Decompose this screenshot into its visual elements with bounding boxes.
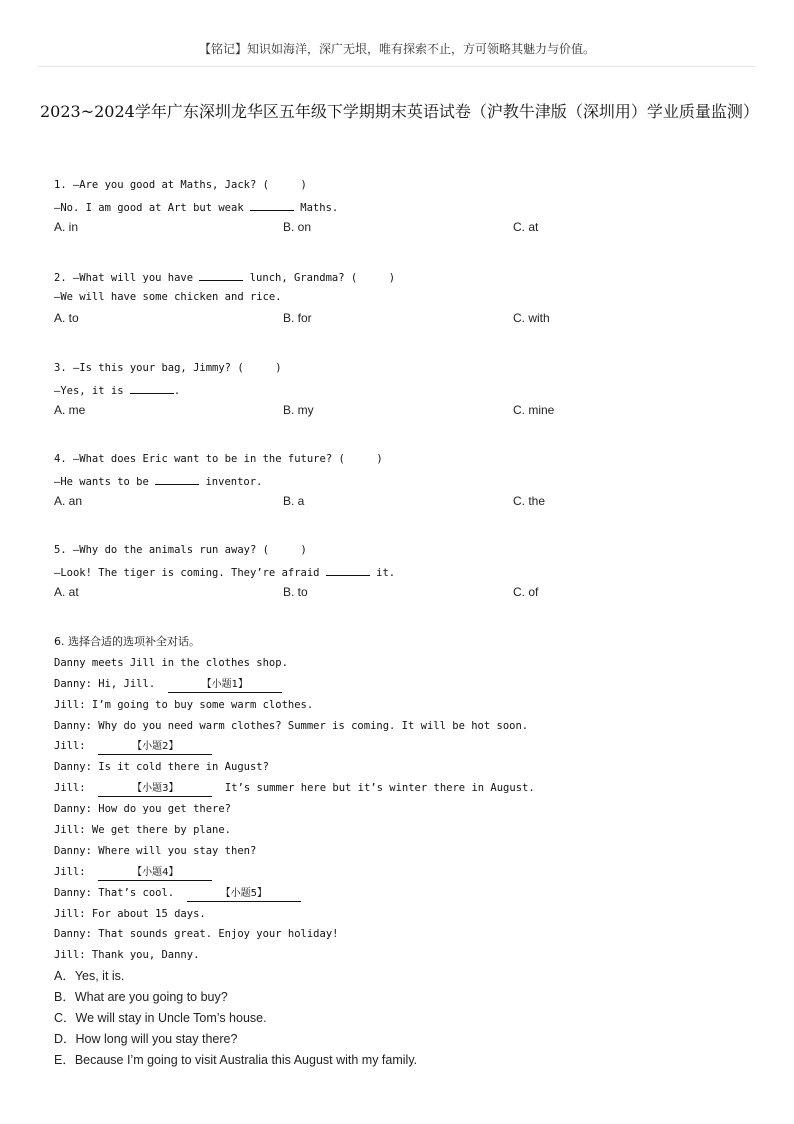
option-c[interactable]: C. with — [513, 311, 550, 325]
dialogue-line: Danny meets Jill in the clothes shop. — [54, 656, 288, 669]
option-a[interactable]: A. in — [54, 220, 79, 234]
option-a[interactable]: A. at — [54, 585, 79, 599]
option-a[interactable]: A. an — [54, 494, 83, 508]
question-4-options — [54, 491, 754, 512]
question-6 — [54, 632, 754, 1071]
question-3-stem: 3. —Is this your bag, Jimmy? ( ) — [54, 362, 282, 374]
answer-blank[interactable] — [199, 266, 243, 281]
dialogue-line: Danny: Is it cold there in August? — [54, 761, 269, 774]
page-header: 【铭记】知识如海洋，深广无垠，唯有探索不止，方可领略其魅力与价值。 — [198, 42, 595, 56]
answer-blank[interactable] — [250, 196, 294, 211]
option-b[interactable]: B. my — [283, 403, 314, 417]
dialogue-line: Jill: 【小题2】 — [54, 736, 754, 757]
question-4 — [54, 449, 754, 512]
option-c[interactable]: C. mine — [513, 403, 555, 417]
question-5-options — [54, 582, 754, 603]
question-1-stem: 1. —Are you good at Maths, Jack? ( ) — [54, 179, 307, 191]
sub-question-4-blank[interactable]: 【小题4】 — [98, 866, 212, 881]
dialogue-line: Danny: Where will you stay then? — [54, 844, 257, 857]
dialogue-line: Jill: I’m going to buy some warm clothes. — [54, 698, 314, 711]
question-1-options — [54, 217, 754, 238]
choice-c[interactable]: C．We will stay in Uncle Tom’s house. — [54, 1011, 267, 1026]
header-divider — [38, 66, 756, 67]
option-c[interactable]: C. at — [513, 220, 539, 234]
dialogue-line: Jill: Thank you, Danny. — [54, 949, 200, 962]
option-c[interactable]: C. the — [513, 494, 546, 508]
choice-e[interactable]: E．Because I’m going to visit Australia this August with my family. — [54, 1052, 418, 1067]
option-a[interactable]: A. me — [54, 403, 86, 417]
option-b[interactable]: B. for — [283, 311, 312, 325]
answer-blank[interactable] — [130, 379, 174, 394]
sub-question-2-blank[interactable]: 【小题2】 — [98, 740, 212, 755]
dialogue-line: Jill: 【小题3】 It’s summer here but it’s winter there in August. — [54, 778, 754, 799]
answer-blank[interactable] — [155, 470, 199, 485]
sub-question-1-blank[interactable]: 【小题1】 — [168, 678, 282, 693]
question-3 — [54, 358, 754, 421]
dialogue-line: Danny: How do you get there? — [54, 803, 232, 816]
question-4-response: —He wants to be inventor. — [54, 470, 754, 491]
question-2-response: —We will have some chicken and rice. — [54, 291, 282, 303]
choice-d[interactable]: D．How long will you stay there? — [54, 1031, 238, 1046]
dialogue-line: Jill: We get there by plane. — [54, 824, 232, 837]
sub-question-5-blank[interactable]: 【小题5】 — [187, 887, 301, 902]
dialogue-line: Jill: For about 15 days. — [54, 907, 206, 920]
dialogue-line: Danny: Hi, Jill. 【小题1】 — [54, 674, 754, 695]
dialogue-line: Danny: That sounds great. Enjoy your holiday! — [54, 928, 339, 941]
question-5-stem: 5. —Why do the animals run away? ( ) — [54, 544, 307, 556]
option-a[interactable]: A. to — [54, 311, 79, 325]
question-2-options — [54, 308, 754, 329]
option-b[interactable]: B. on — [283, 220, 312, 234]
question-5-response: —Look! The tiger is coming. They’re afraid it. — [54, 561, 754, 582]
question-2 — [54, 266, 754, 329]
choice-a[interactable]: A．Yes, it is. — [54, 969, 125, 984]
question-1 — [54, 175, 754, 238]
question-2-stem: 2. —What will you have lunch, Grandma? ( ) — [54, 266, 754, 287]
question-3-response: —Yes, it is . — [54, 379, 754, 400]
question-5 — [54, 540, 754, 603]
dialogue-line: Jill: 【小题4】 — [54, 862, 754, 883]
option-b[interactable]: B. a — [283, 494, 305, 508]
dialogue-line: Danny: That’s cool. 【小题5】 — [54, 883, 754, 904]
sub-question-3-blank[interactable]: 【小题3】 — [98, 782, 212, 797]
dialogue-line: Danny: Why do you need warm clothes? Summer is coming. It will be hot soon. — [54, 719, 529, 732]
choice-b[interactable]: B．What are you going to buy? — [54, 990, 228, 1005]
question-6-instruction: 6. 选择合适的选项补全对话。 — [54, 635, 200, 648]
page-title: 2023~2024学年广东深圳龙华区五年级下学期期末英语试卷（沪教牛津版（深圳用）学业质量监测） — [40, 102, 759, 121]
question-1-response: —No. I am good at Art but weak Maths. — [54, 196, 754, 217]
answer-blank[interactable] — [326, 561, 370, 576]
question-3-options — [54, 400, 754, 421]
option-c[interactable]: C. of — [513, 585, 539, 599]
option-b[interactable]: B. to — [283, 585, 308, 599]
question-4-stem: 4. —What does Eric want to be in the future? ( ) — [54, 453, 383, 465]
